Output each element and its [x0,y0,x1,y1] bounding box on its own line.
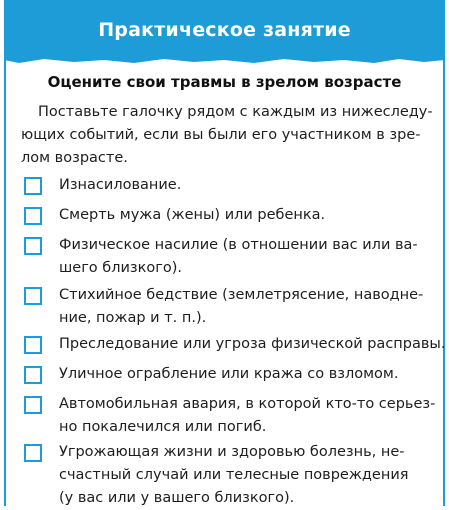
item-text: Смерть мужа (жены) или ребенка. [59,207,326,223]
intro-paragraph [21,101,433,170]
checkbox[interactable] [24,287,42,305]
header-torn-edge [4,57,445,65]
checkbox[interactable] [24,366,42,384]
item-text: (у вас или у вашего близкого). [59,490,295,506]
item-text: Стихийное бедствие (землетрясение, наводне- [59,287,424,303]
intro-line: Поставьте галочку рядом с каждым из нижеследу- [38,104,433,120]
item-text: Преследование или угроза физической расправы. [59,336,446,352]
left-border-line [4,60,6,506]
intro-line: ющих событий, если вы были его участником в зре- [21,127,421,143]
item-text: Изнасилование. [59,177,182,193]
item-text: но покалечился или погиб. [59,419,267,435]
exercise-frame [4,0,445,506]
header-title: Практическое занятие [98,19,351,41]
checkbox[interactable] [24,444,42,462]
item-text: шего близкого). [59,260,183,276]
exercise-subtitle: Оцените свои травмы в зрелом возрасте [47,73,402,91]
item-text: Физическое насилие (в отношении вас или ва- [59,237,418,253]
intro-line: лом возрасте. [21,150,128,166]
item-text: Уличное ограбление или кража со взломом. [59,366,399,382]
item-text: счастный случай или телесные повреждения [59,467,409,483]
checkbox[interactable] [24,177,42,195]
checkbox[interactable] [24,207,42,225]
right-border-line [443,60,445,506]
item-text: ние, пожар и т. п.). [59,310,207,326]
header-banner [4,0,445,57]
checkbox[interactable] [24,237,42,255]
item-text: Автомобильная авария, в которой кто-то серьез- [59,396,436,412]
checkbox[interactable] [24,336,42,354]
checkbox[interactable] [24,396,42,414]
item-text: Угрожающая жизни и здоровью болезнь, не- [59,444,405,460]
